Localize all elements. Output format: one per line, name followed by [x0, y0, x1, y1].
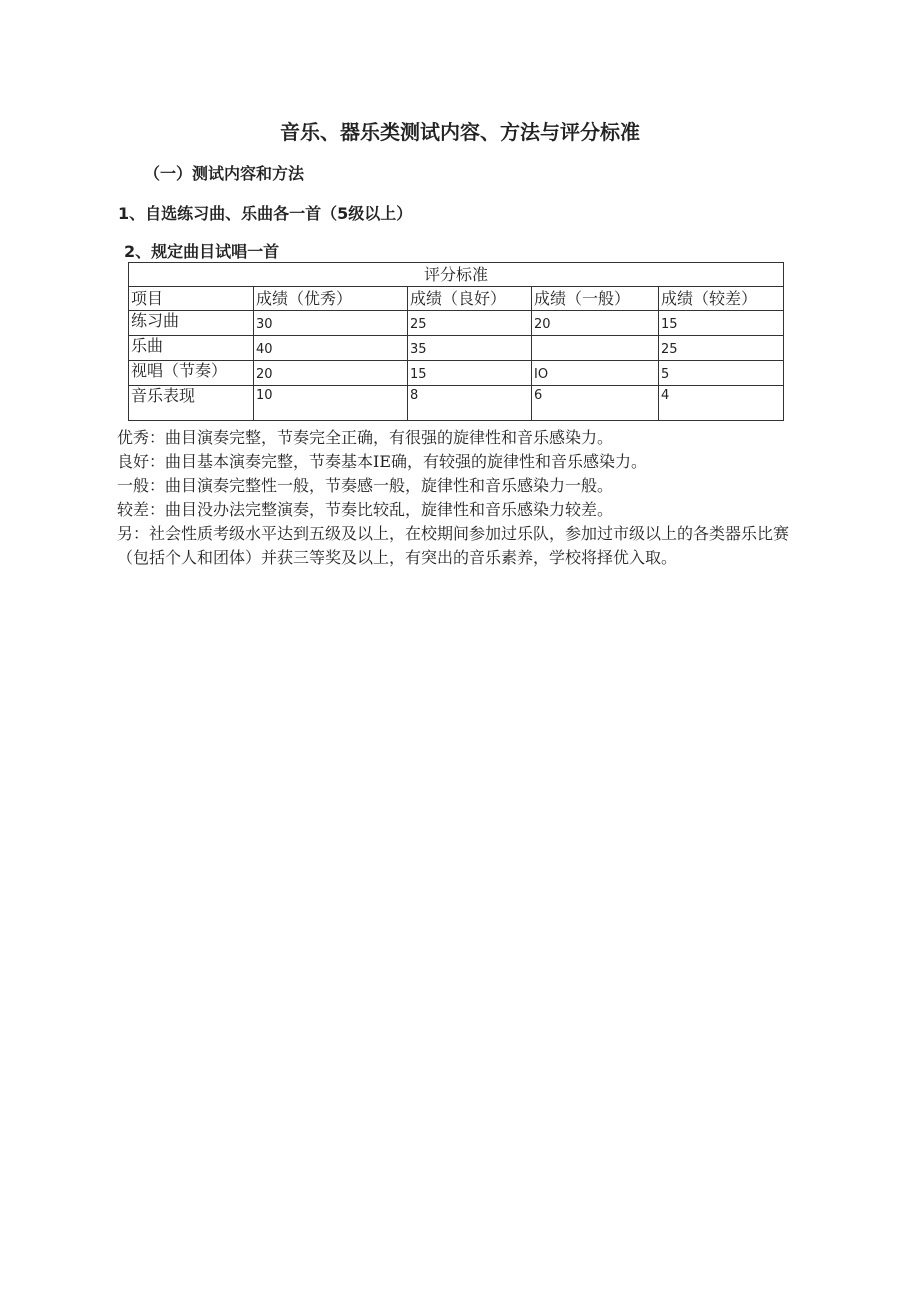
score-poor: 5: [659, 361, 784, 386]
score-average: 20: [532, 311, 659, 336]
grading-notes: [117, 426, 807, 570]
table-caption: 评分标准: [129, 263, 784, 287]
score-good: 8: [408, 386, 532, 421]
row-item-label: 音乐表现: [129, 386, 254, 421]
score-excellent: 10: [254, 386, 408, 421]
score-good: 15: [408, 361, 532, 386]
score-good: 35: [408, 336, 532, 361]
score-average: IO: [532, 361, 659, 386]
table-row: [129, 336, 784, 361]
row-item-label: 乐曲: [129, 336, 254, 361]
table-row: [129, 361, 784, 386]
table-header-row: [129, 287, 784, 311]
header-good: 成绩（良好）: [408, 287, 532, 311]
note-good: 良好：曲目基本演奏完整，节奏基本IE确，有较强的旋律性和音乐感染力。: [117, 452, 648, 471]
header-average: 成绩（一般）: [532, 287, 659, 311]
score-excellent: 30: [254, 311, 408, 336]
document-title: 音乐、器乐类测试内容、方法与评分标准: [280, 120, 640, 144]
row-item-label: 视唱（节奏）: [129, 361, 254, 386]
table-row: [129, 311, 784, 336]
score-poor: 4: [659, 386, 784, 421]
table-caption-row: [129, 263, 784, 287]
note-excellent: 优秀：曲目演奏完整，节奏完全正确，有很强的旋律性和音乐感染力。: [117, 428, 614, 447]
score-poor: 25: [659, 336, 784, 361]
note-poor: 较差：曲目没办法完整演奏，节奏比较乱，旋律性和音乐感染力较差。: [117, 500, 614, 519]
score-good: 25: [408, 311, 532, 336]
table-row: [129, 386, 784, 421]
scoring-table: [128, 262, 784, 421]
note-average: 一般：曲目演奏完整性一般，节奏感一般，旋律性和音乐感染力一般。: [117, 476, 614, 495]
score-excellent: 20: [254, 361, 408, 386]
score-poor: 15: [659, 311, 784, 336]
test-item-2: 2、规定曲目试唱一首: [124, 242, 280, 261]
score-average: [532, 336, 659, 361]
header-item: 项目: [129, 287, 254, 311]
row-item-label: 练习曲: [129, 311, 254, 336]
score-average: 6: [532, 386, 659, 421]
section-heading: （一）测试内容和方法: [144, 164, 305, 183]
header-poor: 成绩（较差）: [659, 287, 784, 311]
score-excellent: 40: [254, 336, 408, 361]
header-excellent: 成绩（优秀）: [254, 287, 408, 311]
test-item-1: 1、自选练习曲、乐曲各一首（5级以上）: [118, 204, 413, 223]
note-extra: 另：社会性质考级水平达到五级及以上，在校期间参加过乐队，参加过市级以上的各类器乐比赛（包括个人和团体）并获三等奖及以上，有突出的音乐素养，学校将择优入取。: [117, 524, 790, 567]
